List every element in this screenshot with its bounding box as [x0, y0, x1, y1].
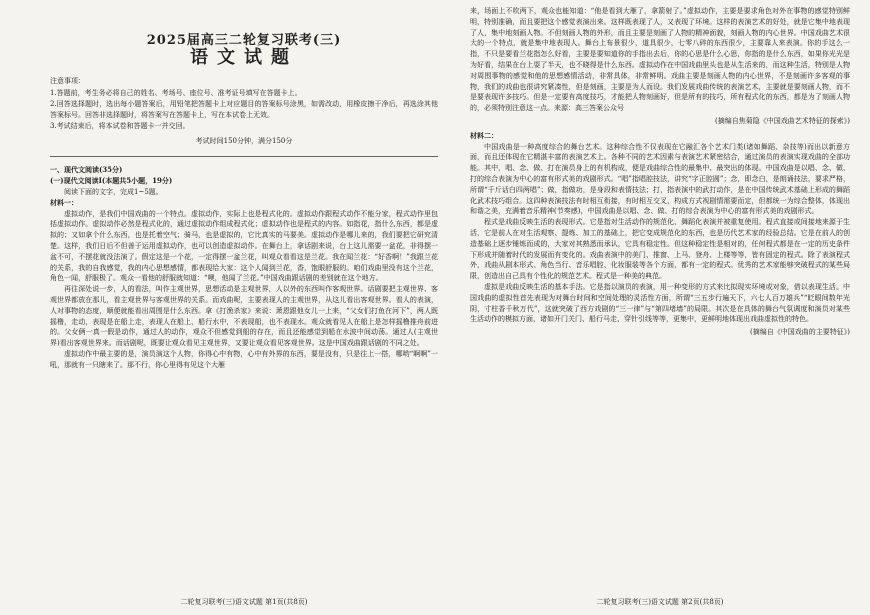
- notice-title: 注意事项：: [50, 76, 85, 85]
- left-column: [50, 33, 438, 371]
- paragraph: 虚拟动作，是我们中国戏曲的一个特点。虚拟动作，实际上也是程式化的。虚拟动作跟程式动作不能分家，程式动作里包括虚拟动作。虚拟动作必然是程式化的，通过虚拟动作组成程式化；虚拟动作也是程式的内容。如指花，指什么东西，都是虚拟的；又如拿个什么东西，也是托着空气；骑马，也是虚拟的，它比真实的马要美。虚拟动作是哪儿来的，我们要把它研究清楚。这样，我们日后不但善于运用虚拟动作，也可以创造虚拟动作。在舞台上，拿话剧来说，台上这儿需要一盆花，非得摆一盆不可，不摆花就没法演了。假定这是一个花，一定得摆一盆兰花，叫观众看看这是兰花。我在闻兰花：“好香啊！”我跟兰花的关系，我的自我感觉，我的内心思想感情，都表现给大家：这个人闻到兰花，香，饱眼舒服的。咱们戏曲里没有这个兰花，角色一闻，舒服极了。观众一看他的舒服就知道：“噢，他闻了兰花。”中国戏曲跟话剧的差别就在这个地方。: [50, 209, 438, 283]
- subsection-heading: (一)现代文阅读Ⅰ(本题共5小题，19分): [50, 176, 173, 186]
- material-label: 材料二：: [470, 130, 498, 140]
- exam-time: 考试时间150分钟，满分150分: [195, 136, 293, 145]
- paragraph: 再往深处说一步，人的看法，叫作主观世界，思想活动是主观世界，人以外的东西叫作客观世界。话剧要把主观世界、客观世界都放在那儿，看主观世界与客观世界的关系。而戏曲呢，主要表现人的主观世界，从这儿看出客观世界。看人的表演，人对事物的态度，顺便就能看出周围是什么东西。拿《打渔杀家》来说：萧恩跟他女儿一上来，“父女们打鱼在河下”，两人既摇橹，走动，表现是在船上走，表现人在船上，船行水中，不表现船，也不表现水。观众就看见人在船上是怎样摇橹推舟前进的。父女俩一真一假是动作，通过人的动作，观众不但感觉到船的存在，而且还能感觉到船在水波中间动荡。通过人(主观世界)看出客观世界来。而话剧呢，既要让观众看见主观世界，又要让观众看见客观世界。这是中国戏曲跟话剧的不同之处。: [50, 285, 438, 348]
- notice-item: 1.答题前，考生务必将自己的姓名、考场号、座位号、准考证号填写在答题卡上。: [50, 89, 302, 98]
- section-heading: 一、现代文阅读(35分): [50, 165, 123, 175]
- source-citation: (摘编自《中国戏曲的主要特征》): [750, 328, 850, 337]
- page-footer-right: 二轮复习联考(三)语文试题 第2页(共8页): [596, 598, 724, 606]
- exam-subject: 语文试题: [190, 46, 298, 68]
- paragraph: 虚拟动作中最主要的是，演员演这个人物，你得心中有物，心中有外界的东西，要是没有，只是往上一搭，哪哟“啊啊”一吼，那就有一只瞎来了。那不行，你心里得有见这个大雁: [50, 349, 438, 369]
- page-footer-left: 二轮复习联考(三)语文试题 第1页(共8页): [180, 598, 308, 606]
- paragraph: 中国戏曲是一种高度综合的舞台艺术。这种综合性不仅表现在它融汇各个艺术门类(诸如舞蹈、杂技等)而出以新意方面，而且还体现在它精湛丰富的表演艺术上。各种不同的艺术因素与表演艺术紧密结合，通过演员的表演实现戏曲的全部功能。其中，唱、念、做、打在演员身上的有机构成，便是戏曲综合性的最集中、最突出的体现。中国戏曲是以唱、念、做、打的综合表演为中心的富有形式美的戏剧形式。“唱”指唱腔技法，讲究“字正腔圆”；念，即念白，是朗诵技法，要求严格，所谓“千斤话白四两唱”；做，指做功，是身段和表情技法；打，指表演中的武打动作，是在中国传统武术基础上形成的舞蹈化武术技巧组合。这四种表演技法有时相互衔接，有时相互交叉，构成方式视剧情需要而定，但都统一为综合整体，体现出和谐之美，充满着音乐精神(节奏感)，中国戏曲是以唱、念、做、打的综合表演为中心的富有形式美的戏剧形式。: [470, 142, 850, 216]
- exam-title: 2025届高三二轮复习联考(三): [146, 33, 342, 48]
- paragraph: 来，场面上不吹两下，观众也能知道：“他是看到大雁了，拿箭射了。”虚拟动作，主要是要求角色对外在事物的感觉特别鲜明，特别准确，而且要把这个感觉表演出来。这样既表现了人，又表现了环境。这样的表演艺术的好处，就是它集中地表现了人，集中地刻画人物。不但刻画人物的外形，而且主要是刻画了人物的精神面貌，刻画人物的内心世界。中国戏曲艺术很大的一个特点，就是集中地表现人。舞台上布景很少，道具很少，七零八碎的东西很少，主要靠人来表演。你的手这么一指，不只是要看兰花指怎么好看，主要是要知道你的手指出去后，你的心思是什么心思，你指的是什么东西，如果你光光是为好看，结果在台上耍了半天，也不晓得是什么东西。虚拟动作在中国戏曲里头也是从生活来的，而这种生活，特别是人物对周围事物的感觉和他的思想感情活动，非常具体，非常鲜明。戏曲主要是刻画人物的内心世界，不是刻画许多客观的事物，我们的戏曲也很讲究紧凑性，但是刻画，主要是为人而设。我们发展戏曲传统的表演艺术，主要就是要刻画人物，而不是要表现许多技巧。但是一定要有高度技巧，才能把人物刻画好，但是所有的技巧，所有程式化的东西，都是为了刻画人物的，必须特别注意这一点。来源：高三答案公众号: [470, 7, 850, 113]
- material-label: 材料一：: [50, 197, 78, 207]
- instruction: 阅读下面的文字，完成1~5题。: [64, 187, 163, 196]
- notice-item: 3.考试结束后，将本试卷和答题卡一并交回。: [50, 121, 190, 130]
- right-column: [470, 6, 850, 342]
- notice-item: 2.回答选择题时，选出每小题答案后，用铅笔把答题卡上对应题目的答案标号涂黑，如需改动，用橡皮擦干净后，再选涂其他答案标号。回答非选择题时，将答案写在答题卡上，写在本试卷上无效。: [50, 100, 438, 119]
- source-citation: (摘编自焦菊隐《中国戏曲艺术特征的探索》): [715, 116, 850, 125]
- divider-line: [50, 156, 438, 157]
- paragraph: 虚拟是戏曲反映生活的基本手法。它是指以演员的表演，用一种变形的方式来比拟现实环境或对象，借以表现生活。中国戏曲的虚拟性首先表现为对舞台时间和空间处理的灵活性方面，所谓“三五步行遍天下，六七人百万雄兵”“眨眼间数年光阴，寸柱香千秋万代”，这就突破了西方戏剧的“三一律”与“第四堵墙”的局限。其次是在具体的舞台气氛调度和演员对某些生活动作的模拟方面，诸如开门关门、船行马走、穿针引线等等，更集中，更鲜明地体现出戏曲虚拟性的特色。: [470, 282, 850, 324]
- paragraph: 程式是戏曲反映生活的表现形式。它是指对生活动作的规范化、舞蹈化表演并被重复使用。程式直接或间接地来源于生活，它是前人在对生活观察、提炼、加工的基础上，把它变成规范化的东西，也是历代艺术家的经验总结。它是在前人的创造基础上逐步锤炼而成的，大家对其熟悉而承认，它具有稳定性。但这种稳定性是相对的，任何程式都是在一定的历史条件下形成并随着时代的发展而有变化的。戏曲表演中的美门、推窗、上马、登舟、上楼等等，皆有固定的程式。除了表演程式外，戏曲从剧本形式、角色当行、音乐唱腔、化妆服装等各个方面，都有一定的程式。优秀的艺术家能够突破程式的某些局限，创造出自己具有个性化的规范艺术。程式是一种美的典范。: [470, 218, 850, 281]
